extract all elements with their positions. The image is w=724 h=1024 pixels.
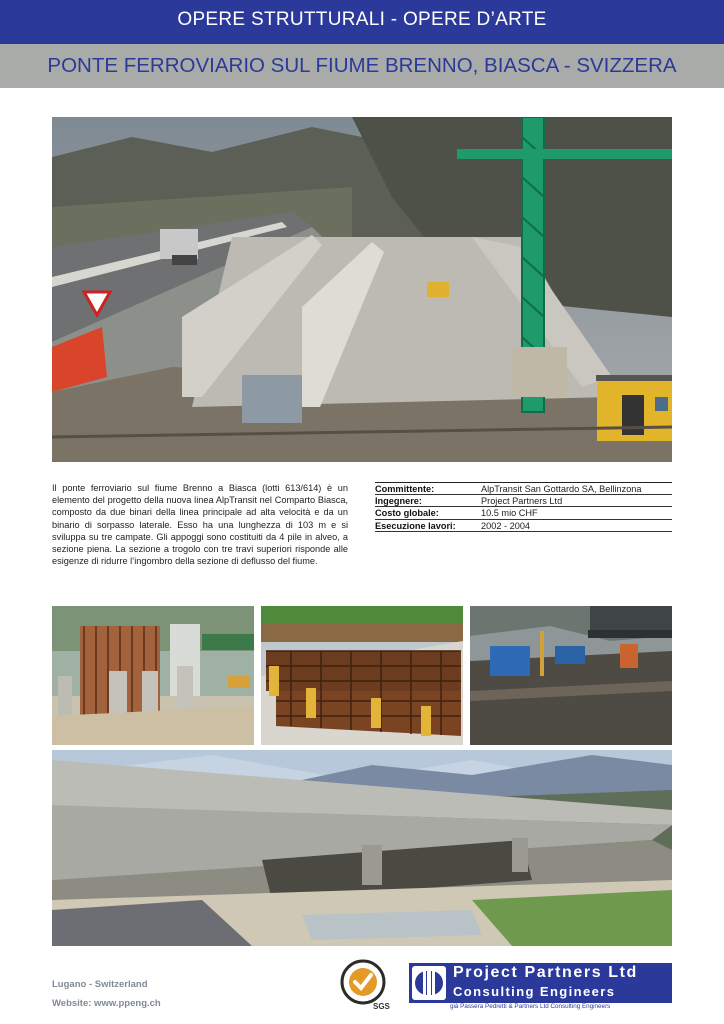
pier-formwork-photo — [52, 606, 254, 745]
info-label: Esecuzione lavori: — [375, 520, 456, 531]
completed-bridge-photo — [52, 750, 672, 946]
info-row-cost — [375, 507, 672, 520]
company-note: già Passera Pedretti & Partners Ltd Consulting Engineers — [450, 1003, 611, 1010]
company-subtitle: Consulting Engineers — [453, 984, 616, 999]
info-label: Costo globale: — [375, 508, 439, 518]
info-row-period — [375, 520, 672, 533]
category-banner — [0, 0, 724, 44]
sgs-certification-icon — [335, 958, 391, 1014]
info-label: Committente: — [375, 484, 435, 494]
reinforcement-formwork-photo — [261, 606, 463, 745]
info-label: Ingegnere: — [375, 495, 422, 506]
info-value: 10.5 mio CHF — [481, 508, 538, 518]
footer-location: Lugano - Switzerland — [52, 979, 148, 990]
info-row-engineer — [375, 495, 672, 508]
cert-label: SGS — [373, 1002, 390, 1011]
site-machinery-photo — [470, 606, 672, 745]
info-value: 2002 - 2004 — [481, 520, 531, 531]
project-description: Il ponte ferroviario sul fiume Brenno a Biasca (lotti 613/614) è un elemento del progetto della nuova linea AlpTransit nel Comparto Biasca, composto da due binari della linea principale ad alta velocità e da un binario di sorpasso laterale. Esso ha una lunghezza di 103 m e si sviluppa su tre campate. Gli appoggi sono costituiti da 4 pile in alveo, a sezione piena. La sezione a trogolo con tre travi superiori risponde alle esigenze di ridurre l’ingombro della sezione di deflusso del fiume. — [52, 483, 348, 567]
company-name: Project Partners Ltd — [453, 964, 638, 981]
project-info-table — [375, 482, 672, 532]
pp-logo-icon — [412, 966, 446, 1000]
category-title: OPERE STRUTTURALI - OPERE D’ARTE — [177, 9, 547, 30]
footer-website[interactable]: Website: www.ppeng.ch — [52, 998, 161, 1009]
title-banner — [0, 44, 724, 88]
info-value: AlpTransit San Gottardo SA, Bellinzona — [481, 484, 642, 494]
page-title: PONTE FERROVIARIO SUL FIUME BRENNO, BIASCA - SVIZZERA — [47, 54, 677, 77]
company-logo — [409, 963, 672, 1003]
info-value: Project Partners Ltd — [481, 495, 563, 506]
main-construction-photo — [52, 117, 672, 462]
info-row-client — [375, 482, 672, 495]
footer-contacts — [52, 975, 161, 1013]
